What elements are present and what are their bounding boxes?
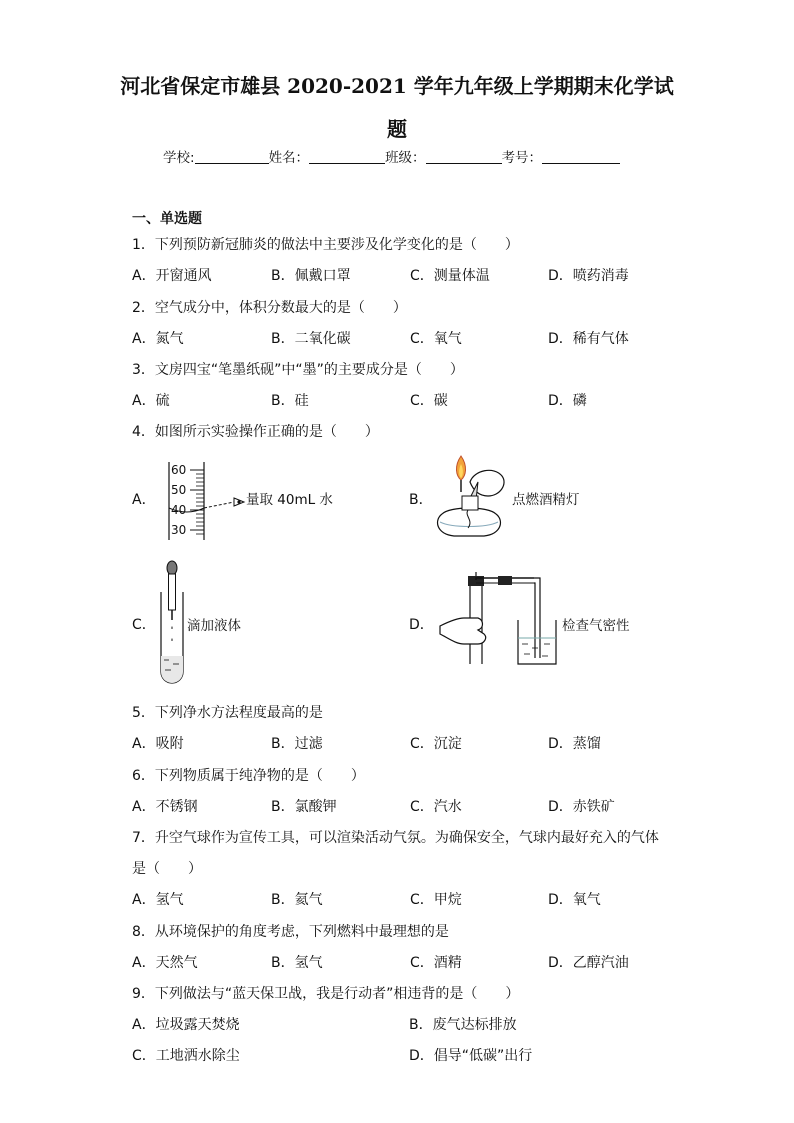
q7-option-b[interactable]: B．氦气 <box>271 892 323 908</box>
cylinder-tick-60: 60 <box>171 463 187 477</box>
q4-option-d[interactable]: D． <box>409 617 434 633</box>
q7-option-d[interactable]: D．氧气 <box>548 892 601 908</box>
cylinder-tick-50: 50 <box>171 483 187 497</box>
cylinder-tick-30: 30 <box>171 523 187 537</box>
q3-option-b[interactable]: B．硅 <box>271 393 309 409</box>
question-1-stem: 1．下列预防新冠肺炎的做法中主要涉及化学变化的是（ ） <box>132 237 519 253</box>
class-label: 班级： <box>385 150 426 166</box>
school-blank[interactable] <box>195 149 269 164</box>
question-5-stem: 5．下列净水方法程度最高的是 <box>132 705 323 721</box>
q3-option-d[interactable]: D．磷 <box>548 393 587 409</box>
question-7-stem: 7．升空气球作为宣传工具，可以渲染活动气氛。为确保安全，气球内最好充入的气体 <box>132 830 659 846</box>
class-blank[interactable] <box>426 149 502 164</box>
school-label: 学校: <box>163 150 195 166</box>
figure-a-caption: 量取 40mL 水 <box>246 492 333 508</box>
q8-option-d[interactable]: D．乙醇汽油 <box>548 955 629 971</box>
q6-option-b[interactable]: B．氯酸钾 <box>271 799 337 815</box>
q6-option-d[interactable]: D．赤铁矿 <box>548 799 615 815</box>
cylinder-tick-40: 40 <box>171 503 187 517</box>
q7-option-c[interactable]: C．甲烷 <box>410 892 462 908</box>
question-2-stem: 2．空气成分中，体积分数最大的是（ ） <box>132 300 407 316</box>
q5-option-a[interactable]: A．吸附 <box>132 736 184 752</box>
question-3-stem: 3．文房四宝“笔墨纸砚”中“墨”的主要成分是（ ） <box>132 362 464 378</box>
q9-option-c[interactable]: C．工地洒水除尘 <box>132 1048 240 1064</box>
section-heading: 一、单选题 <box>132 211 202 227</box>
q6-option-c[interactable]: C．汽水 <box>410 799 462 815</box>
q1-option-a[interactable]: A．开窗通风 <box>132 268 212 284</box>
q3-option-a[interactable]: A．硫 <box>132 393 170 409</box>
q7-option-a[interactable]: A．氢气 <box>132 892 184 908</box>
q8-option-c[interactable]: C．酒精 <box>410 955 462 971</box>
exam-no-label: 考号： <box>501 150 543 166</box>
airtightness-check-illustration <box>434 572 562 672</box>
q2-option-c[interactable]: C．氧气 <box>410 331 462 347</box>
q2-option-d[interactable]: D．稀有气体 <box>548 331 629 347</box>
question-4-stem: 4．如图所示实验操作正确的是（ ） <box>132 424 379 440</box>
q9-option-b[interactable]: B．废气达标排放 <box>409 1017 517 1033</box>
q4-option-a[interactable]: A． <box>132 492 156 508</box>
q3-option-c[interactable]: C．碳 <box>410 393 448 409</box>
name-blank[interactable] <box>309 149 385 164</box>
q9-option-d[interactable]: D．倡导“低碳”出行 <box>409 1048 533 1064</box>
q1-option-d[interactable]: D．喷药消毒 <box>548 268 629 284</box>
q5-option-c[interactable]: C．沉淀 <box>410 736 462 752</box>
q8-option-b[interactable]: B．氢气 <box>271 955 323 971</box>
question-6-stem: 6．下列物质属于纯净物的是（ ） <box>132 768 365 784</box>
figure-d-caption: 检查气密性 <box>562 618 630 634</box>
exam-title-line1: 河北省保定市雄县 2020-2021 学年九年级上学期期末化学试 <box>120 74 674 98</box>
question-7-stem-continued: 是（ ） <box>132 861 202 877</box>
question-8-stem: 8．从环境保护的角度考虑，下列燃料中最理想的是 <box>132 924 449 940</box>
exam-no-blank[interactable] <box>542 149 620 164</box>
alcohol-lamp-illustration <box>430 452 514 540</box>
q5-option-d[interactable]: D．蒸馏 <box>548 736 601 752</box>
figure-b-caption: 点燃酒精灯 <box>512 492 580 508</box>
figure-c-caption: 滴加液体 <box>187 618 241 634</box>
name-label: 姓名： <box>268 150 310 166</box>
q5-option-b[interactable]: B．过滤 <box>271 736 323 752</box>
q2-option-a[interactable]: A．氮气 <box>132 331 184 347</box>
q1-option-b[interactable]: B．佩戴口罩 <box>271 268 351 284</box>
exam-title-line2: 题 <box>387 117 407 141</box>
student-info-line <box>163 146 620 166</box>
q9-option-a[interactable]: A．垃圾露天焚烧 <box>132 1017 240 1033</box>
question-9-stem: 9．下列做法与“蓝天保卫战，我是行动者”相违背的是（ ） <box>132 986 520 1002</box>
q1-option-c[interactable]: C．测量体温 <box>410 268 490 284</box>
q4-option-c[interactable]: C． <box>132 617 156 633</box>
dropper-test-tube-illustration <box>155 560 187 684</box>
q6-option-a[interactable]: A．不锈钢 <box>132 799 198 815</box>
q8-option-a[interactable]: A．天然气 <box>132 955 198 971</box>
q4-option-b[interactable]: B． <box>409 492 433 508</box>
q2-option-b[interactable]: B．二氧化碳 <box>271 331 351 347</box>
